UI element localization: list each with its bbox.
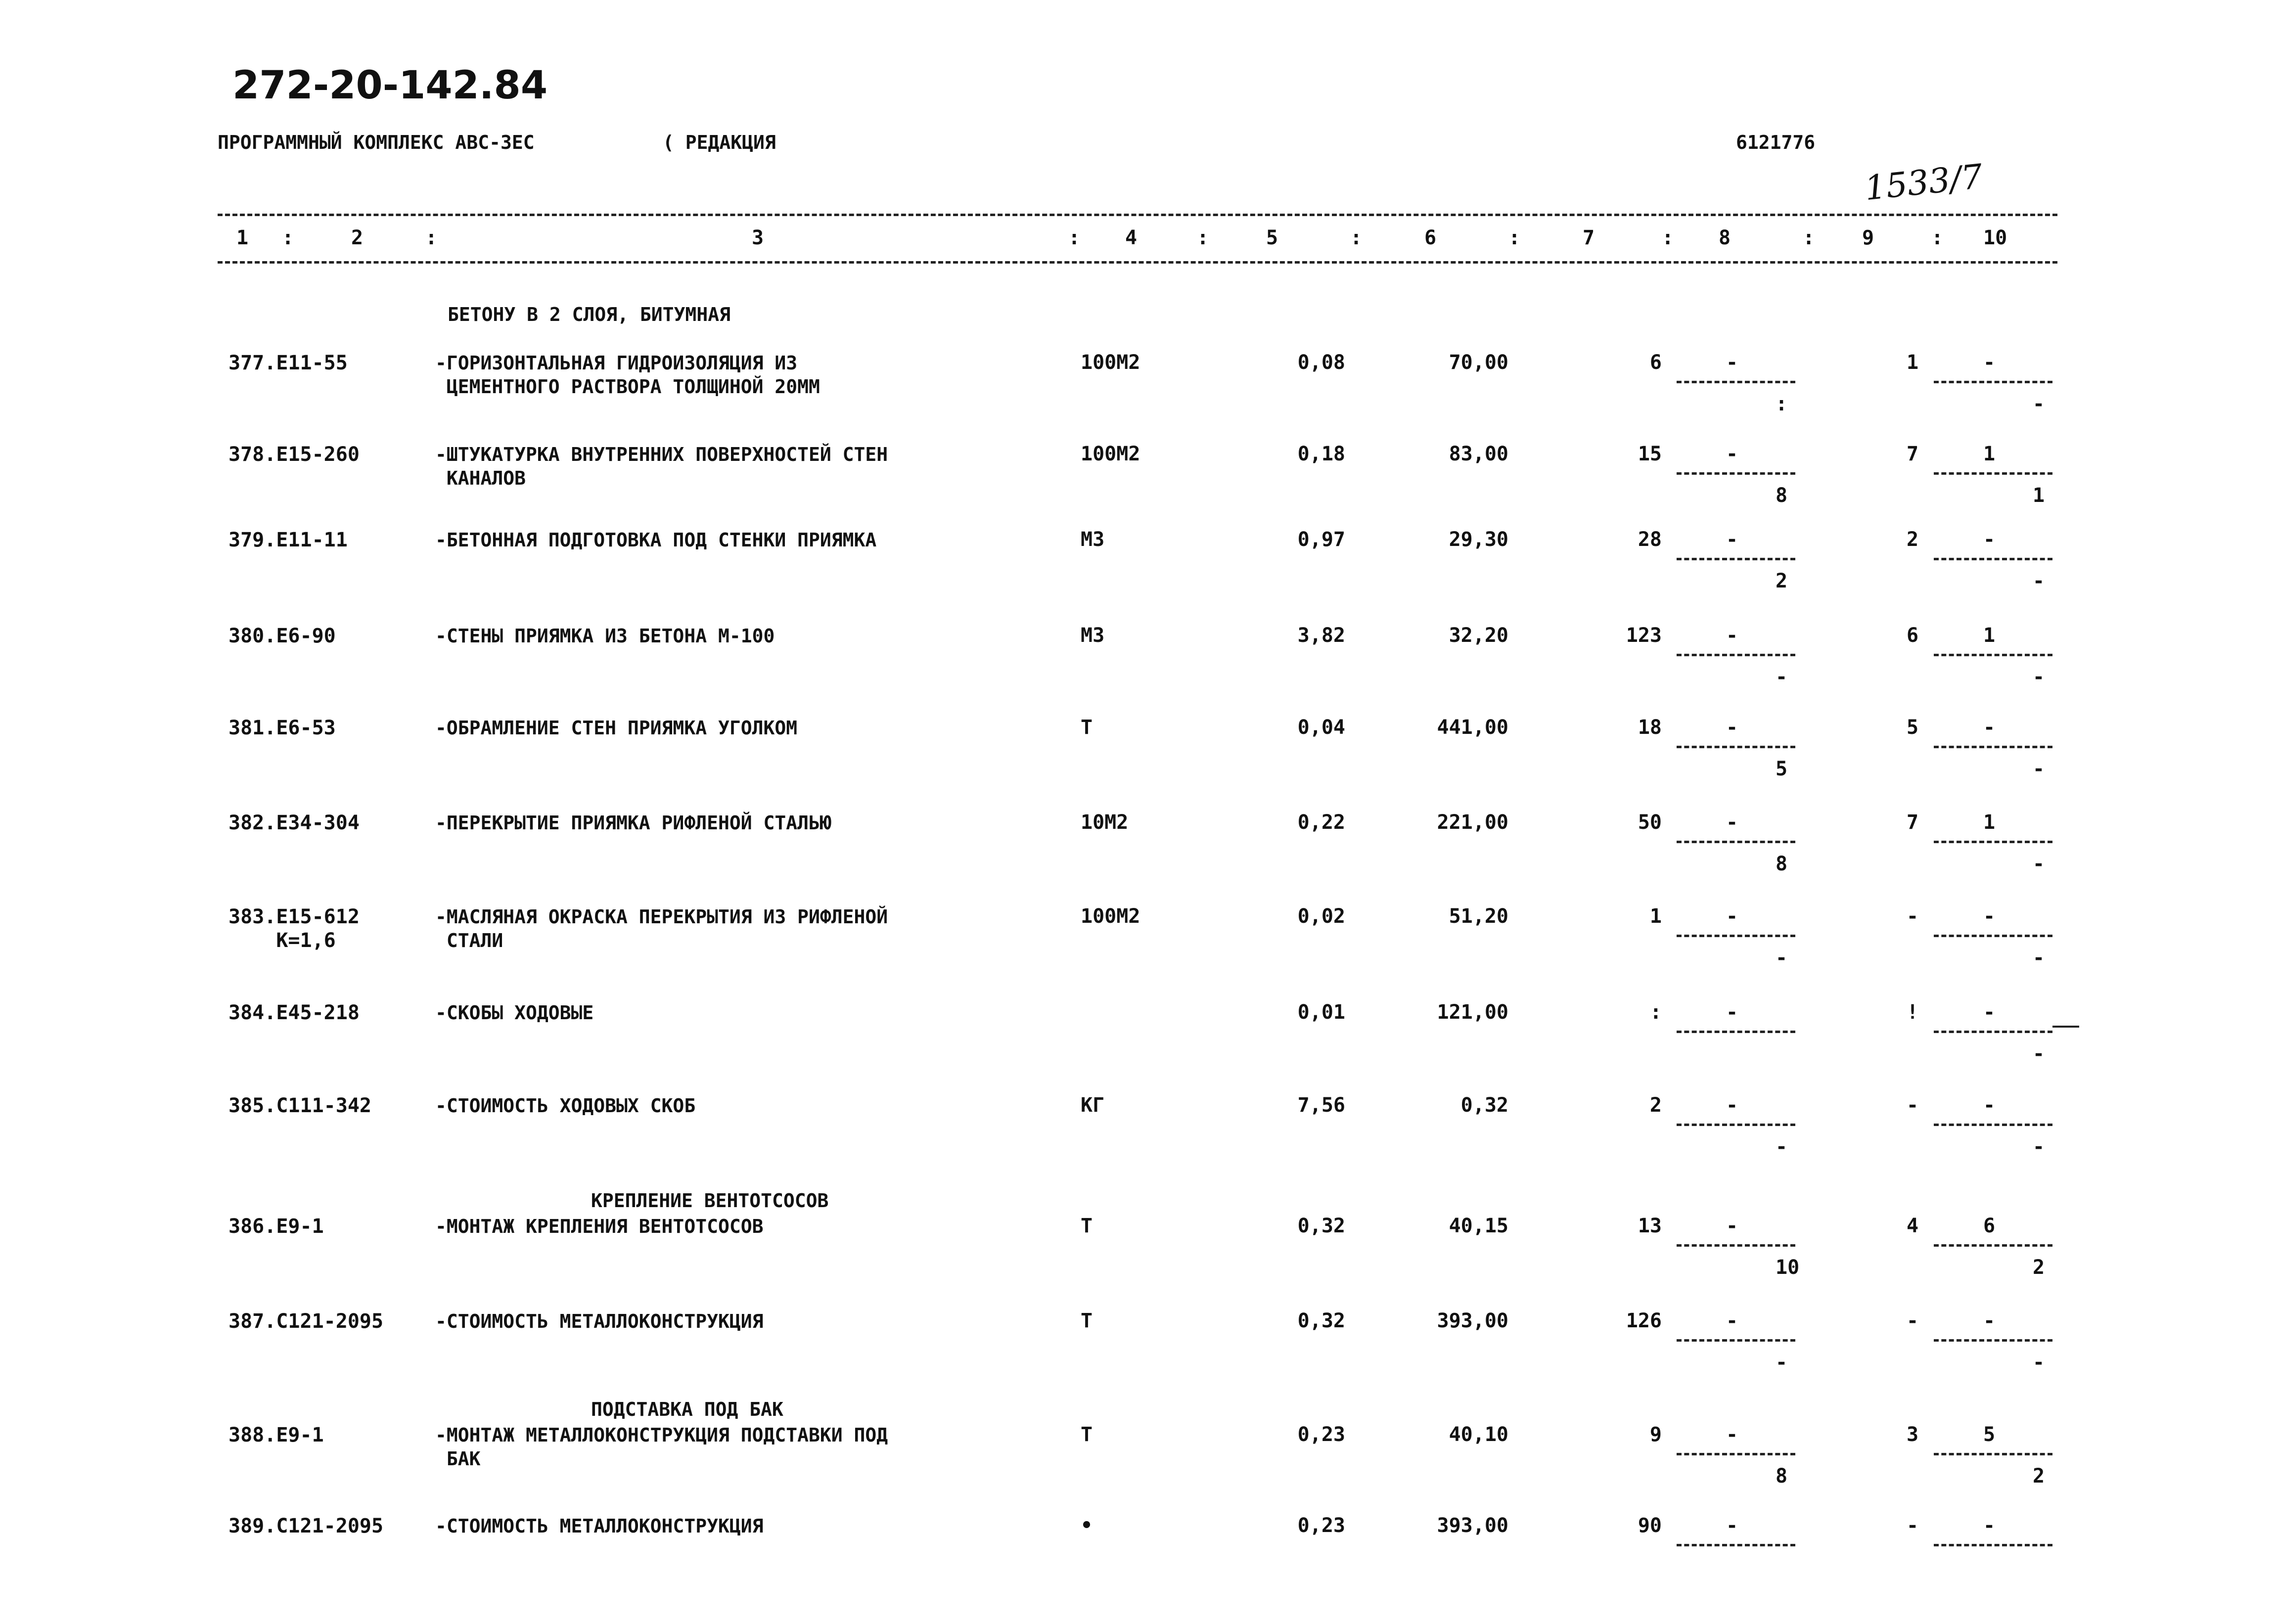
row-code: 388.Е9-1 <box>228 1424 324 1446</box>
row-col10-top: 1 <box>1983 811 1996 834</box>
column-separator: : <box>1803 226 1815 249</box>
row-col9: 5 <box>1907 716 1919 739</box>
fraction-line <box>1677 1544 1795 1546</box>
row-col7: 9 <box>1649 1423 1662 1446</box>
row-col7: 6 <box>1649 351 1662 374</box>
row-col7: 1 <box>1649 905 1662 928</box>
row-col10-bottom: - <box>2033 853 2045 875</box>
fraction-line <box>1677 1453 1795 1455</box>
row-unit: КГ <box>1081 1094 1105 1117</box>
row-col8-top: - <box>1726 716 1738 739</box>
row-code: 387.С121-2095 <box>228 1310 384 1333</box>
row-col9: 3 <box>1907 1423 1919 1446</box>
row-code: 380.Е6-90 <box>228 625 336 647</box>
section-title: БЕТОНУ В 2 СЛОЯ, БИТУМНАЯ <box>448 304 730 325</box>
row-unit-price: 0,32 <box>1460 1094 1508 1117</box>
row-col10-top: - <box>1983 1514 1996 1537</box>
row-col9: 1 <box>1907 351 1919 374</box>
row-col7: 123 <box>1626 624 1662 647</box>
row-code: 384.Е45-218 <box>228 1001 360 1024</box>
row-col9: 4 <box>1907 1215 1919 1237</box>
row-unit-price: 40,10 <box>1449 1423 1508 1446</box>
row-unit-price: 121,00 <box>1437 1001 1508 1024</box>
row-description: -МОНТАЖ КРЕПЛЕНИЯ ВЕНТОТСОСОВ <box>435 1216 764 1237</box>
row-col8-bottom: - <box>1776 947 1788 969</box>
row-quantity: 0,18 <box>1297 443 1345 465</box>
row-col8-bottom: 5 <box>1776 758 1788 780</box>
row-code: 379.Е11-11 <box>228 529 348 551</box>
row-description: -БЕТОННАЯ ПОДГОТОВКА ПОД СТЕНКИ ПРИЯМКА <box>435 529 877 551</box>
row-col9: 7 <box>1907 811 1919 834</box>
row-col8-bottom: 10 <box>1776 1256 1800 1279</box>
fraction-line <box>1934 472 2052 475</box>
row-quantity: 0,32 <box>1297 1309 1345 1332</box>
row-col7: 28 <box>1638 528 1662 551</box>
row-col10-top: - <box>1983 1094 1996 1117</box>
row-description: -СТОИМОСТЬ МЕТАЛЛОКОНСТРУКЦИЯ <box>435 1310 764 1332</box>
row-col8-top: - <box>1726 1094 1738 1117</box>
fraction-line <box>1934 1244 2052 1247</box>
row-description: -МАСЛЯНАЯ ОКРАСКА ПЕРЕКРЫТИЯ ИЗ РИФЛЕНОЙ СТАЛИ <box>435 906 888 951</box>
row-unit-price: 221,00 <box>1437 811 1508 834</box>
row-col8-bottom: - <box>1776 1135 1788 1158</box>
row-col8-bottom: 2 <box>1776 570 1788 592</box>
column-number: 4 <box>1125 226 1138 249</box>
row-col10-top: - <box>1983 1001 1996 1024</box>
header-rule-top <box>218 214 2057 216</box>
fraction-line <box>1677 381 1795 383</box>
fraction-line <box>1677 558 1795 560</box>
row-col7: 50 <box>1638 811 1662 834</box>
row-code: 386.Е9-1 <box>228 1215 324 1238</box>
row-col10-bottom: - <box>2033 1042 2045 1065</box>
fraction-line <box>1934 1453 2052 1455</box>
row-col10-bottom: 1 <box>2033 484 2045 507</box>
column-number: 10 <box>1983 226 2007 249</box>
program-name: ПРОГРАММНЫЙ КОМПЛЕКС АВС-3ЕС <box>218 132 535 153</box>
row-code: 389.С121-2095 <box>228 1515 384 1537</box>
row-quantity: 0,08 <box>1297 351 1345 374</box>
fraction-line <box>1677 1031 1795 1033</box>
row-col10-bottom: - <box>2033 570 2045 592</box>
column-separator: : <box>1931 226 1944 249</box>
row-col8-bottom: 8 <box>1776 1465 1788 1488</box>
row-col8-bottom: : <box>1776 393 1788 415</box>
fraction-line <box>1934 1124 2052 1126</box>
fraction-line <box>1934 1031 2052 1033</box>
row-quantity: 3,82 <box>1297 624 1345 647</box>
row-col9: ! <box>1907 1001 1919 1024</box>
row-unit-price: 40,15 <box>1449 1215 1508 1237</box>
row-quantity: 0,23 <box>1297 1514 1345 1537</box>
row-quantity: 0,97 <box>1297 528 1345 551</box>
row-col10-top: 5 <box>1983 1423 1996 1446</box>
fraction-line <box>1934 381 2052 383</box>
handwritten-annotation: 1533/7 <box>1863 157 1985 209</box>
row-unit: • <box>1081 1514 1093 1537</box>
column-separator: : <box>1350 226 1363 249</box>
row-col8-top: - <box>1726 624 1738 647</box>
row-unit: М3 <box>1081 624 1105 647</box>
row-col10-bottom: - <box>2033 666 2045 688</box>
row-col10-bottom: - <box>2033 758 2045 780</box>
row-col8-top: - <box>1726 1215 1738 1237</box>
edition-label: ( РЕДАКЦИЯ <box>663 132 776 153</box>
row-code: 381.Е6-53 <box>228 717 336 739</box>
row-code: 383.Е15-612 К=1,6 <box>228 905 360 952</box>
row-unit-price: 32,20 <box>1449 624 1508 647</box>
column-number: 2 <box>351 226 364 249</box>
fraction-line <box>1677 1124 1795 1126</box>
row-col10-top: - <box>1983 905 1996 928</box>
row-description: -ОБРАМЛЕНИЕ СТЕН ПРИЯМКА УГОЛКОМ <box>435 717 798 739</box>
row-unit: 10М2 <box>1081 811 1129 834</box>
column-number: 1 <box>236 226 249 249</box>
row-unit: 100М2 <box>1081 905 1140 928</box>
row-col9: - <box>1907 905 1919 928</box>
header-rule-bottom <box>218 261 2057 264</box>
row-quantity: 0,23 <box>1297 1423 1345 1446</box>
row-col8-top: - <box>1726 1309 1738 1332</box>
row-description: -СТОИМОСТЬ ХОДОВЫХ СКОБ <box>435 1095 696 1117</box>
row-col10-bottom: 2 <box>2033 1256 2045 1279</box>
row-quantity: 0,02 <box>1297 905 1345 928</box>
row-col10-bottom: - <box>2033 393 2045 415</box>
fraction-line <box>1934 654 2052 656</box>
subsection-title: ПОДСТАВКА ПОД БАК <box>591 1398 783 1420</box>
row-quantity: 0,04 <box>1297 716 1345 739</box>
fraction-line <box>1934 1544 2052 1546</box>
row-col9: 6 <box>1907 624 1919 647</box>
row-unit-price: 70,00 <box>1449 351 1508 374</box>
fraction-line <box>1677 1339 1795 1342</box>
row-unit: М3 <box>1081 528 1105 551</box>
column-number: 3 <box>752 226 764 249</box>
column-number: 6 <box>1424 226 1437 249</box>
row-col7: 15 <box>1638 443 1662 465</box>
row-unit: Т <box>1081 716 1093 739</box>
row-col7: 18 <box>1638 716 1662 739</box>
row-col9: - <box>1907 1514 1919 1537</box>
row-col9: - <box>1907 1309 1919 1332</box>
row-col10-bottom: 2 <box>2033 1465 2045 1488</box>
row-unit: 100М2 <box>1081 351 1140 374</box>
row-quantity: 0,32 <box>1297 1215 1345 1237</box>
row-col9: 2 <box>1907 528 1919 551</box>
fraction-line <box>1934 558 2052 560</box>
column-number: 8 <box>1719 226 1731 249</box>
row-col10-top: 1 <box>1983 443 1996 465</box>
row-quantity: 7,56 <box>1297 1094 1345 1117</box>
row-col8-top: - <box>1726 811 1738 834</box>
column-separator: : <box>282 226 294 249</box>
column-separator: : <box>1508 226 1521 249</box>
column-number: 7 <box>1583 226 1595 249</box>
row-col8-top: - <box>1726 443 1738 465</box>
row-col7: 90 <box>1638 1514 1662 1537</box>
fraction-line <box>1934 841 2052 843</box>
row-code: 378.Е15-260 <box>228 443 360 466</box>
row-col7: 126 <box>1626 1309 1662 1332</box>
column-number: 9 <box>1862 226 1874 249</box>
row-col10-top: - <box>1983 716 1996 739</box>
row-col9: - <box>1907 1094 1919 1117</box>
subsection-title: КРЕПЛЕНИЕ ВЕНТОТСОСОВ <box>591 1190 829 1212</box>
row-col8-top: - <box>1726 1514 1738 1537</box>
margin-mark <box>2052 1026 2079 1028</box>
row-description: -ГОРИЗОНТАЛЬНАЯ ГИДРОИЗОЛЯЦИЯ ИЗ ЦЕМЕНТНОГО РАСТВОРА ТОЛЩИНОЙ 20ММ <box>435 352 820 398</box>
row-unit-price: 83,00 <box>1449 443 1508 465</box>
fraction-line <box>1677 1244 1795 1247</box>
row-col10-bottom: - <box>2033 1351 2045 1374</box>
row-description: -СКОБЫ ХОДОВЫЕ <box>435 1002 594 1024</box>
row-description: -СТОИМОСТЬ МЕТАЛЛОКОНСТРУКЦИЯ <box>435 1515 764 1537</box>
row-col10-top: - <box>1983 351 1996 374</box>
row-unit-price: 29,30 <box>1449 528 1508 551</box>
row-col7: : <box>1649 1001 1662 1024</box>
fraction-line <box>1677 472 1795 475</box>
row-col8-top: - <box>1726 528 1738 551</box>
fraction-line <box>1677 841 1795 843</box>
row-col10-top: 1 <box>1983 624 1996 647</box>
row-col7: 2 <box>1649 1094 1662 1117</box>
document-code: 272-20-142.84 <box>232 63 548 108</box>
row-description: -СТЕНЫ ПРИЯМКА ИЗ БЕТОНА М-100 <box>435 625 775 647</box>
row-unit: Т <box>1081 1215 1093 1237</box>
row-description: -ПЕРЕКРЫТИЕ ПРИЯМКА РИФЛЕНОЙ СТАЛЬЮ <box>435 812 831 834</box>
column-separator: : <box>1068 226 1081 249</box>
fraction-line <box>1934 746 2052 748</box>
row-quantity: 0,01 <box>1297 1001 1345 1024</box>
row-col8-top: - <box>1726 1423 1738 1446</box>
row-col8-bottom: - <box>1776 666 1788 688</box>
fraction-line <box>1934 935 2052 937</box>
column-number: 5 <box>1266 226 1278 249</box>
row-col8-top: - <box>1726 1001 1738 1024</box>
row-description: -ШТУКАТУРКА ВНУТРЕННИХ ПОВЕРХНОСТЕЙ СТЕН КАНАЛОВ <box>435 444 888 489</box>
row-col8-bottom: 8 <box>1776 484 1788 507</box>
row-code: 385.С111-342 <box>228 1094 371 1117</box>
row-unit-price: 51,20 <box>1449 905 1508 928</box>
row-unit-price: 393,00 <box>1437 1514 1508 1537</box>
column-separator: : <box>425 226 438 249</box>
row-unit-price: 393,00 <box>1437 1309 1508 1332</box>
document-number: 6121776 <box>1736 132 1816 153</box>
row-col9: 7 <box>1907 443 1919 465</box>
row-code: 382.Е34-304 <box>228 812 360 834</box>
row-col10-top: - <box>1983 528 1996 551</box>
row-unit: 100М2 <box>1081 443 1140 465</box>
fraction-line <box>1934 1339 2052 1342</box>
row-unit: Т <box>1081 1309 1093 1332</box>
fraction-line <box>1677 935 1795 937</box>
row-unit-price: 441,00 <box>1437 716 1508 739</box>
row-col10-top: - <box>1983 1309 1996 1332</box>
row-unit: Т <box>1081 1423 1093 1446</box>
fraction-line <box>1677 746 1795 748</box>
row-col10-top: 6 <box>1983 1215 1996 1237</box>
row-col8-top: - <box>1726 905 1738 928</box>
row-col8-bottom: 8 <box>1776 853 1788 875</box>
column-separator: : <box>1662 226 1674 249</box>
column-separator: : <box>1197 226 1209 249</box>
row-col7: 13 <box>1638 1215 1662 1237</box>
row-description: -МОНТАЖ МЕТАЛЛОКОНСТРУКЦИЯ ПОДСТАВКИ ПОД БАК <box>435 1424 888 1470</box>
row-quantity: 0,22 <box>1297 811 1345 834</box>
row-code: 377.Е11-55 <box>228 352 348 374</box>
row-col8-top: - <box>1726 351 1738 374</box>
fraction-line <box>1677 654 1795 656</box>
row-col10-bottom: - <box>2033 947 2045 969</box>
row-col8-bottom: - <box>1776 1351 1788 1374</box>
row-col10-bottom: - <box>2033 1135 2045 1158</box>
